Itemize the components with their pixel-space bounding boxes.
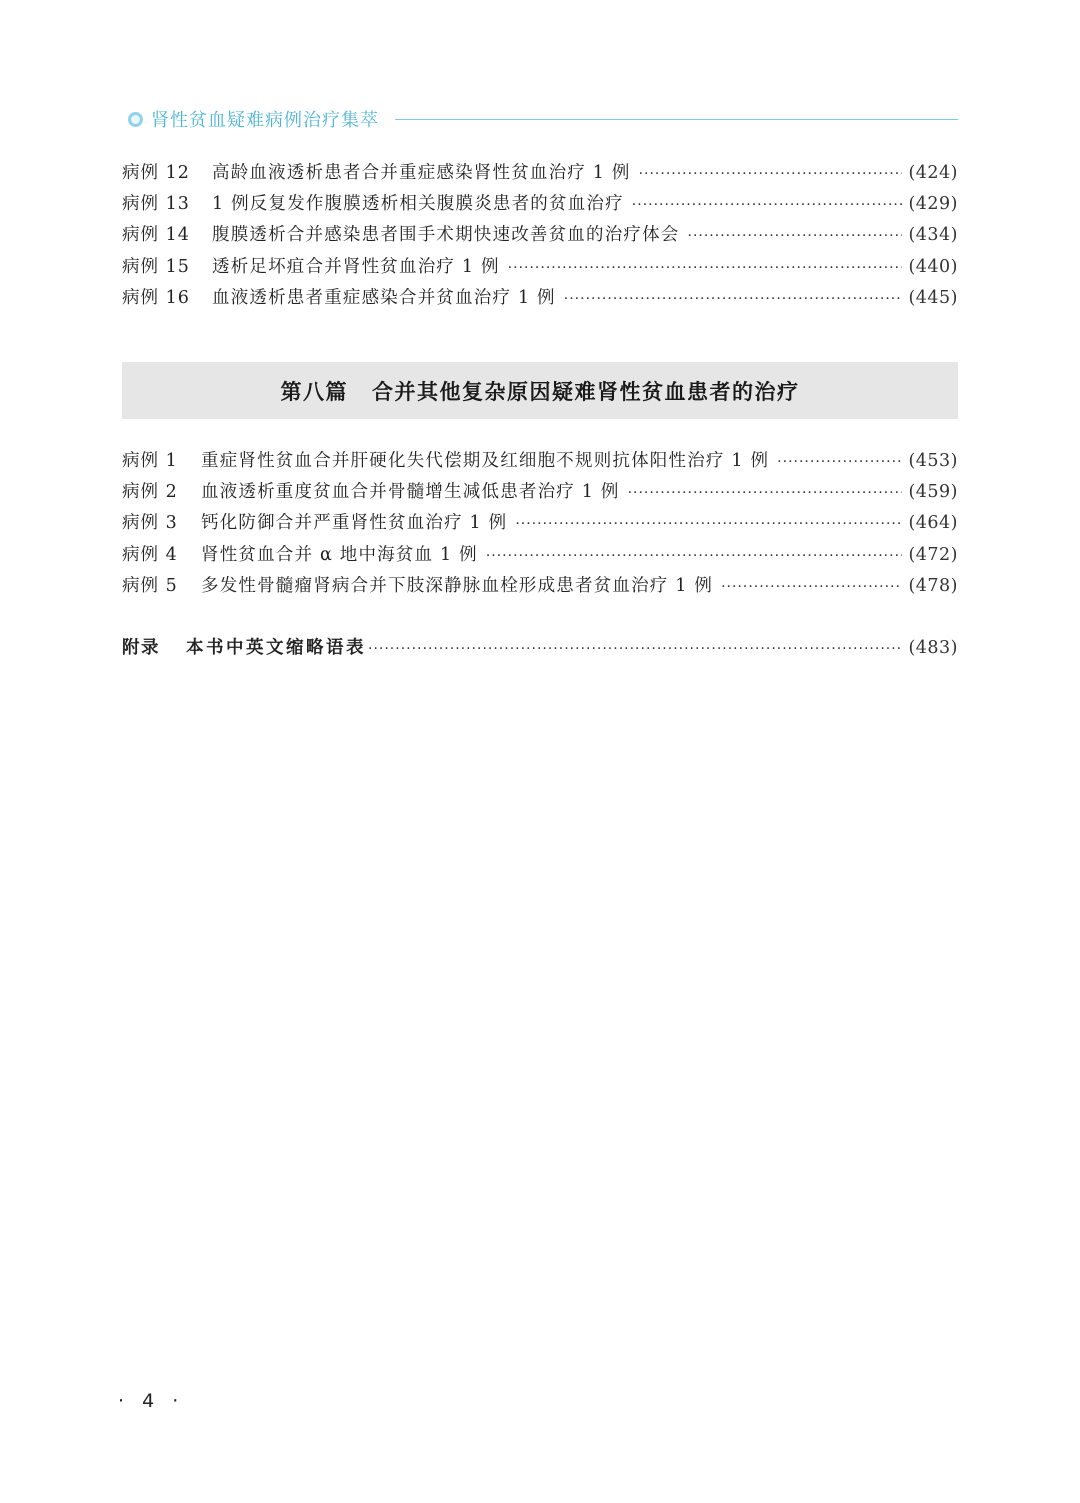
case-label: 病例 5	[122, 575, 178, 596]
page-number: (483)	[908, 638, 958, 658]
toc-entry-case-14[interactable]	[122, 220, 958, 251]
page-number: (453)	[908, 451, 958, 471]
running-header	[128, 106, 958, 132]
toc-group-part7-continued	[122, 158, 958, 314]
page-number: (472)	[908, 544, 958, 565]
page-number: (440)	[908, 256, 958, 277]
dot-leader	[639, 159, 903, 190]
page-number: (429)	[908, 194, 958, 215]
case-label: 病例 13	[122, 194, 190, 215]
page-number: (424)	[908, 163, 958, 183]
case-label: 病例 2	[122, 482, 178, 503]
case-label: 病例 16	[122, 287, 190, 308]
toc-entry-case-4[interactable]	[122, 540, 958, 571]
book-title: 肾性贫血疑难病例治疗集萃	[151, 110, 379, 131]
appendix-title: 本书中英文缩略语表	[186, 638, 366, 658]
part-number: 第八篇	[280, 378, 348, 404]
toc-entry-case-13[interactable]	[122, 189, 958, 220]
dot-leader	[632, 190, 903, 221]
toc-entry-case-3[interactable]	[122, 508, 958, 539]
case-title: 钙化防御合并严重肾性贫血治疗 1 例	[201, 513, 508, 534]
dot-leader	[515, 509, 902, 540]
header-rule	[395, 119, 958, 120]
case-title: 重症肾性贫血合并肝硬化失代偿期及红细胞不规则抗体阳性治疗 1 例	[201, 451, 770, 471]
header-circle-icon	[128, 112, 143, 127]
toc-entry-case-5[interactable]	[122, 571, 958, 602]
case-title: 腹膜透析合并感染患者围手术期快速改善贫血的治疗体会	[212, 225, 680, 246]
case-label: 病例 15	[122, 256, 190, 277]
page-number: (464)	[908, 513, 958, 534]
case-title: 高龄血液透析患者合并重症感染肾性贫血治疗 1 例	[212, 163, 631, 183]
dot-leader	[486, 541, 903, 572]
page-number: (478)	[908, 575, 958, 596]
case-title: 血液透析患者重症感染合并贫血治疗 1 例	[212, 287, 556, 308]
case-title: 透析足坏疽合并肾性贫血治疗 1 例	[212, 256, 500, 277]
toc-appendix	[122, 633, 958, 664]
case-title: 血液透析重度贫血合并骨髓增生减低患者治疗 1 例	[201, 482, 620, 503]
page-number: (445)	[908, 287, 958, 308]
toc-entry-appendix[interactable]	[122, 633, 958, 664]
page-number: (434)	[908, 225, 958, 246]
toc-entry-case-15[interactable]	[122, 252, 958, 283]
case-title: 1 例反复发作腹膜透析相关腹膜炎患者的贫血治疗	[212, 194, 624, 215]
toc-entry-case-1[interactable]	[122, 446, 958, 477]
dot-leader	[628, 478, 903, 509]
toc-entry-case-16[interactable]	[122, 283, 958, 314]
case-title: 肾性贫血合并 α 地中海贫血 1 例	[201, 544, 478, 565]
dot-leader	[721, 572, 902, 603]
appendix-label: 附录	[122, 638, 160, 658]
page-number: (459)	[908, 482, 958, 503]
dot-leader	[777, 447, 902, 478]
toc-entry-case-2[interactable]	[122, 477, 958, 508]
dot-leader	[368, 634, 902, 665]
case-label: 病例 14	[122, 225, 190, 246]
case-title: 多发性骨髓瘤肾病合并下肢深静脉血栓形成患者贫血治疗 1 例	[201, 575, 714, 596]
dot-leader	[564, 284, 903, 315]
dot-leader	[508, 253, 903, 284]
case-label: 病例 12	[122, 163, 190, 183]
case-label: 病例 1	[122, 451, 178, 471]
dot-leader	[688, 221, 903, 252]
case-label: 病例 4	[122, 544, 178, 565]
page-folio: · 4 ·	[118, 1390, 185, 1412]
toc-entry-case-12[interactable]	[122, 158, 958, 189]
part-heading-banner	[122, 362, 958, 419]
toc-group-part8	[122, 446, 958, 602]
part-title: 合并其他复杂原因疑难肾性贫血患者的治疗	[372, 378, 800, 404]
case-label: 病例 3	[122, 513, 178, 534]
